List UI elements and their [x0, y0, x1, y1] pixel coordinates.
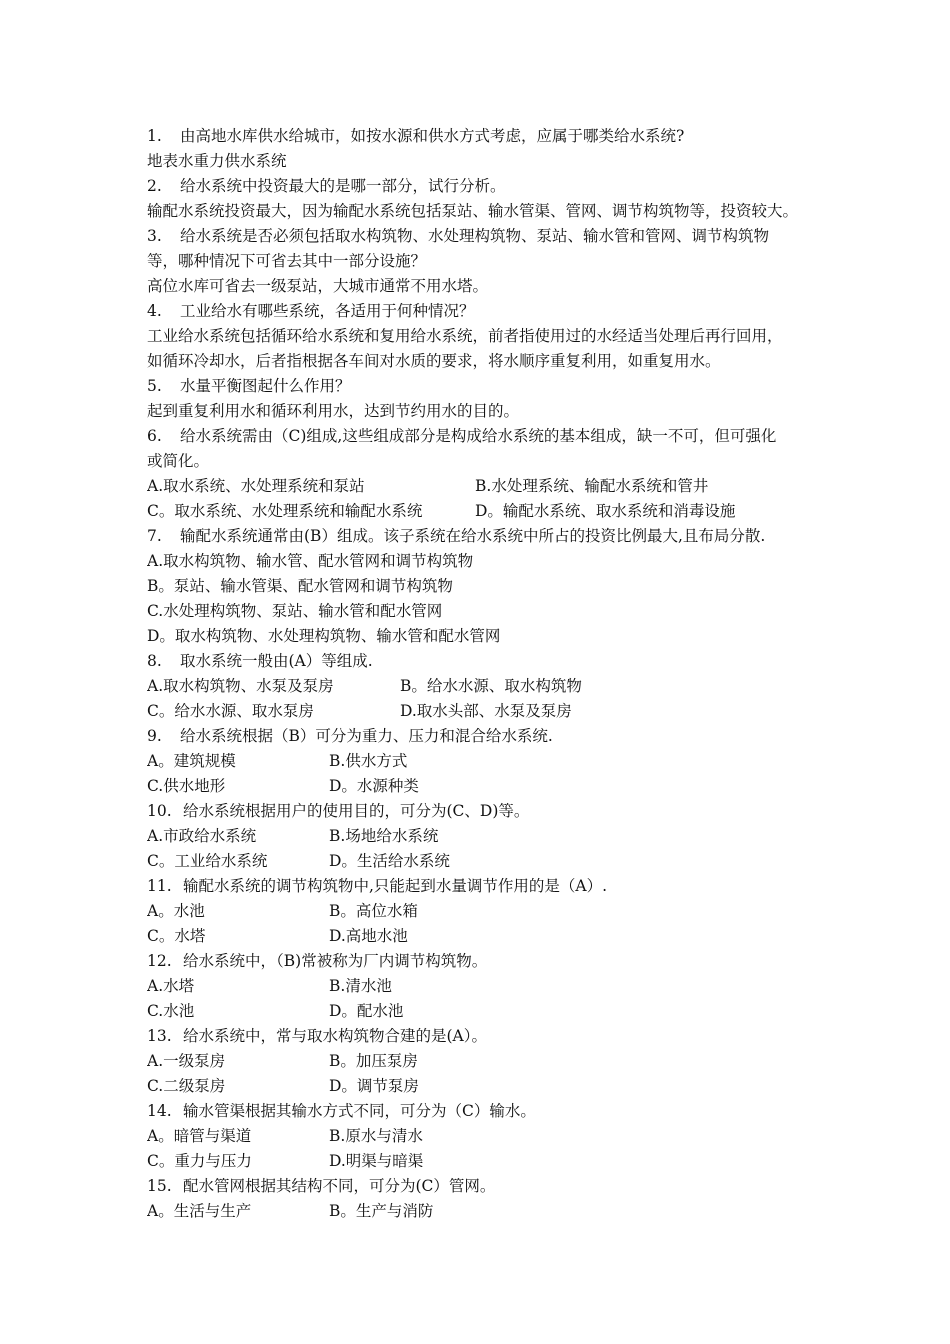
option-left: A.市政给水系统: [147, 827, 257, 845]
option-right: B。给水水源、取水构筑物: [400, 677, 582, 695]
question-text: 工业给水有哪些系统，各适用于何种情况？: [180, 302, 475, 320]
question-text: 给水系统需由（C)组成,这些组成部分是构成给水系统的基本组成，缺一不可，但可强化: [180, 427, 777, 445]
question-line: [147, 1099, 890, 1124]
option-right: B.清水池: [329, 977, 392, 995]
option-right: D.高地水池: [329, 927, 408, 945]
option-left: C。给水水源、取水泵房: [147, 702, 314, 720]
text-line: 高位水库可省去一级泵站，大城市通常不用水塔。: [147, 277, 489, 295]
question-number: 1.: [147, 127, 162, 145]
option-right: B.供水方式: [329, 752, 408, 770]
text-line: 如循环冷却水，后者指根据各车间对水质的要求，将水顺序重复利用，如重复用水。: [147, 352, 721, 370]
question-line: [147, 224, 890, 249]
question-number: 11.: [147, 877, 172, 895]
question-number: 13.: [147, 1027, 172, 1045]
option-row: [147, 899, 890, 924]
question-text: 取水系统一般由(A）等组成.: [180, 652, 373, 670]
question-line: [147, 799, 890, 824]
document-body: [147, 124, 890, 1224]
text-line: A.取水构筑物、输水管、配水管网和调节构筑物: [147, 552, 474, 570]
text-line: 输配水系统投资最大，因为输配水系统包括泵站、输水管渠、管网、调节构筑物等，投资较大。: [147, 202, 799, 220]
option-right: D.取水头部、水泵及泵房: [400, 702, 572, 720]
option-row: [147, 1124, 890, 1149]
question-text: 输配水系统的调节构筑物中,只能起到水量调节作用的是（A）.: [183, 877, 608, 895]
option-right: B。高位水箱: [329, 902, 418, 920]
question-number: 8.: [147, 652, 162, 670]
text-line: 起到重复利用水和循环利用水，达到节约用水的目的。: [147, 402, 520, 420]
question-number: 15.: [147, 1177, 172, 1195]
question-text: 给水系统是否必须包括取水构筑物、水处理构筑物、泵站、输水管和管网、调节构筑物: [180, 227, 770, 245]
option-left: C.二级泵房: [147, 1077, 226, 1095]
option-right: B。加压泵房: [329, 1052, 418, 1070]
option-left: C。取水系统、水处理系统和输配水系统: [147, 502, 423, 520]
option-row: [147, 499, 890, 524]
option-row: [147, 974, 890, 999]
question-text: 给水系统中，（B)常被称为厂内调节构筑物。: [183, 952, 488, 970]
question-number: 5.: [147, 377, 162, 395]
question-text: 配水管网根据其结构不同，可分为(C）管网。: [183, 1177, 496, 1195]
question-text: 给水系统中投资最大的是哪一部分，试行分析。: [180, 177, 506, 195]
question-text: 输水管渠根据其输水方式不同，可分为（C）输水。: [183, 1102, 536, 1120]
question-text: 输配水系统通常由(B）组成。该子系统在给水系统中所占的投资比例最大,且布局分散.: [180, 527, 766, 545]
question-line: [147, 1174, 890, 1199]
question-line: [147, 724, 890, 749]
question-number: 12.: [147, 952, 172, 970]
option-right: D。配水池: [329, 1002, 404, 1020]
question-number: 4.: [147, 302, 162, 320]
option-row: [147, 749, 890, 774]
question-number: 3.: [147, 227, 162, 245]
option-row: [147, 1199, 890, 1224]
text-line: 或简化。: [147, 452, 210, 470]
question-line: [147, 874, 890, 899]
question-line: [147, 374, 890, 399]
option-right: D。水源种类: [329, 777, 419, 795]
text-line: B。泵站、输水管渠、配水管网和调节构筑物: [147, 577, 453, 595]
option-right: D。生活给水系统: [329, 852, 450, 870]
option-row: [147, 999, 890, 1024]
question-line: [147, 1024, 890, 1049]
option-right: B.场地给水系统: [329, 827, 439, 845]
text-line: 地表水重力供水系统: [147, 152, 287, 170]
question-number: 10.: [147, 802, 172, 820]
option-row: [147, 474, 890, 499]
option-row: [147, 1049, 890, 1074]
option-left: A.取水系统、水处理系统和泵站: [147, 477, 365, 495]
option-left: A.一级泵房: [147, 1052, 226, 1070]
option-right: B.原水与清水: [329, 1127, 423, 1145]
option-row: [147, 824, 890, 849]
question-line: [147, 949, 890, 974]
option-row: [147, 924, 890, 949]
option-row: [147, 699, 890, 724]
question-text: 水量平衡图起什么作用？: [180, 377, 351, 395]
question-number: 9.: [147, 727, 162, 745]
question-text: 给水系统中，常与取水构筑物合建的是(A）。: [183, 1027, 487, 1045]
question-number: 7.: [147, 527, 162, 545]
question-line: [147, 299, 890, 324]
option-row: [147, 1149, 890, 1174]
option-right: D.明渠与暗渠: [329, 1152, 424, 1170]
question-line: [147, 524, 890, 549]
question-text: 给水系统根据用户的使用目的，可分为(C、D)等。: [183, 802, 530, 820]
option-row: [147, 674, 890, 699]
option-left: C。工业给水系统: [147, 852, 268, 870]
option-row: [147, 1074, 890, 1099]
option-right: B。生产与消防: [329, 1202, 434, 1220]
question-line: [147, 424, 890, 449]
option-left: A。生活与生产: [147, 1202, 252, 1220]
option-left: C.水池: [147, 1002, 195, 1020]
option-right: D。输配水系统、取水系统和消毒设施: [475, 502, 736, 520]
option-left: A.取水构筑物、水泵及泵房: [147, 677, 334, 695]
question-line: [147, 649, 890, 674]
question-line: [147, 124, 890, 149]
option-left: A.水塔: [147, 977, 195, 995]
text-line: C.水处理构筑物、泵站、输水管和配水管网: [147, 602, 443, 620]
text-line: 等，哪种情况下可省去其中一部分设施？: [147, 252, 427, 270]
option-row: [147, 849, 890, 874]
question-number: 6.: [147, 427, 162, 445]
option-left: C.供水地形: [147, 777, 226, 795]
option-left: C。水塔: [147, 927, 206, 945]
option-left: A。暗管与渠道: [147, 1127, 252, 1145]
option-left: A。建筑规模: [147, 752, 236, 770]
question-text: 给水系统根据（B）可分为重力、压力和混合给水系统.: [180, 727, 553, 745]
question-line: [147, 174, 890, 199]
option-left: C。重力与压力: [147, 1152, 252, 1170]
question-text: 由高地水库供水给城市，如按水源和供水方式考虑，应属于哪类给水系统?: [180, 127, 685, 145]
option-row: [147, 774, 890, 799]
question-number: 2.: [147, 177, 162, 195]
option-right: B.水处理系统、输配水系统和管井: [475, 477, 709, 495]
text-line: D。取水构筑物、水处理构筑物、输水管和配水管网: [147, 627, 501, 645]
option-left: A。水池: [147, 902, 205, 920]
question-number: 14.: [147, 1102, 172, 1120]
option-right: D。调节泵房: [329, 1077, 419, 1095]
text-line: 工业给水系统包括循环给水系统和复用给水系统，前者指使用过的水经适当处理后再行回用，: [147, 327, 783, 345]
